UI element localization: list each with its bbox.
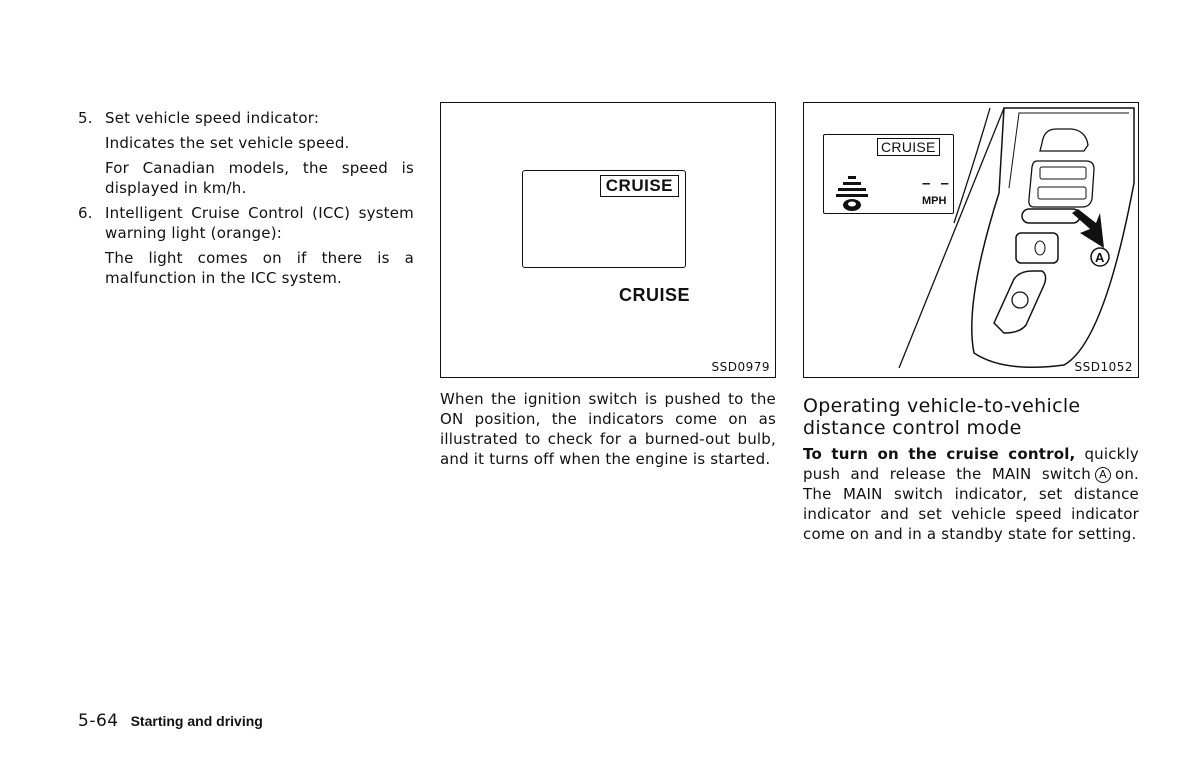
section-heading: Operating vehicle-to-vehicle distance control mode <box>803 395 1081 439</box>
list-item-6 <box>78 203 414 243</box>
callout-a-inline: A <box>1095 467 1111 483</box>
display-panel <box>522 170 686 268</box>
list-item-text: The light comes on if there is a malfunction in the ICC system. <box>105 249 414 287</box>
cruise-lamp-label: CRUISE <box>619 285 691 305</box>
lead-bold: To turn on the cruise control, <box>803 445 1076 463</box>
figure-code: SSD1052 <box>1074 360 1133 374</box>
list-number: 5. <box>78 109 93 127</box>
speed-dashes: – – <box>922 175 952 192</box>
speed-unit: MPH <box>922 195 947 207</box>
switch-panel-illustration <box>804 103 1140 379</box>
list-item-text: Indicates the set vehicle speed. <box>105 134 350 152</box>
list-item-text: For Canadian models, the speed is displayed in km/h. <box>105 159 414 197</box>
figure-steering-switch <box>803 102 1139 378</box>
list-number: 6. <box>78 204 93 222</box>
callout-a: A <box>1095 250 1105 265</box>
footer-section-name: Starting and driving <box>130 713 263 729</box>
list-item-title: Set vehicle speed indicator: <box>105 109 320 127</box>
list-item-5 <box>78 108 414 128</box>
cruise-badge: CRUISE <box>877 138 940 156</box>
page-footer <box>78 711 263 731</box>
body-text: on. The MAIN switch indicator, set distance indicator and set vehicle speed indicator come on and in a standby state for setting. <box>803 465 1139 543</box>
figure-code: SSD0979 <box>711 360 770 374</box>
list-item-title: Intelligent Cruise Control (ICC) system warning light (orange): <box>105 204 414 242</box>
cruise-badge: CRUISE <box>600 175 679 197</box>
section-body <box>803 444 1139 544</box>
left-column <box>78 108 414 293</box>
figure-caption: When the ignition switch is pushed to the ON position, the indicators come on as illustrated to check for a burned-out bulb, and it turns off when the engine is started. <box>440 390 776 468</box>
body-text: quickly push and release the MAIN switch <box>803 445 1140 483</box>
figure-indicator-display <box>440 102 776 378</box>
page-number: 5-64 <box>78 711 119 731</box>
